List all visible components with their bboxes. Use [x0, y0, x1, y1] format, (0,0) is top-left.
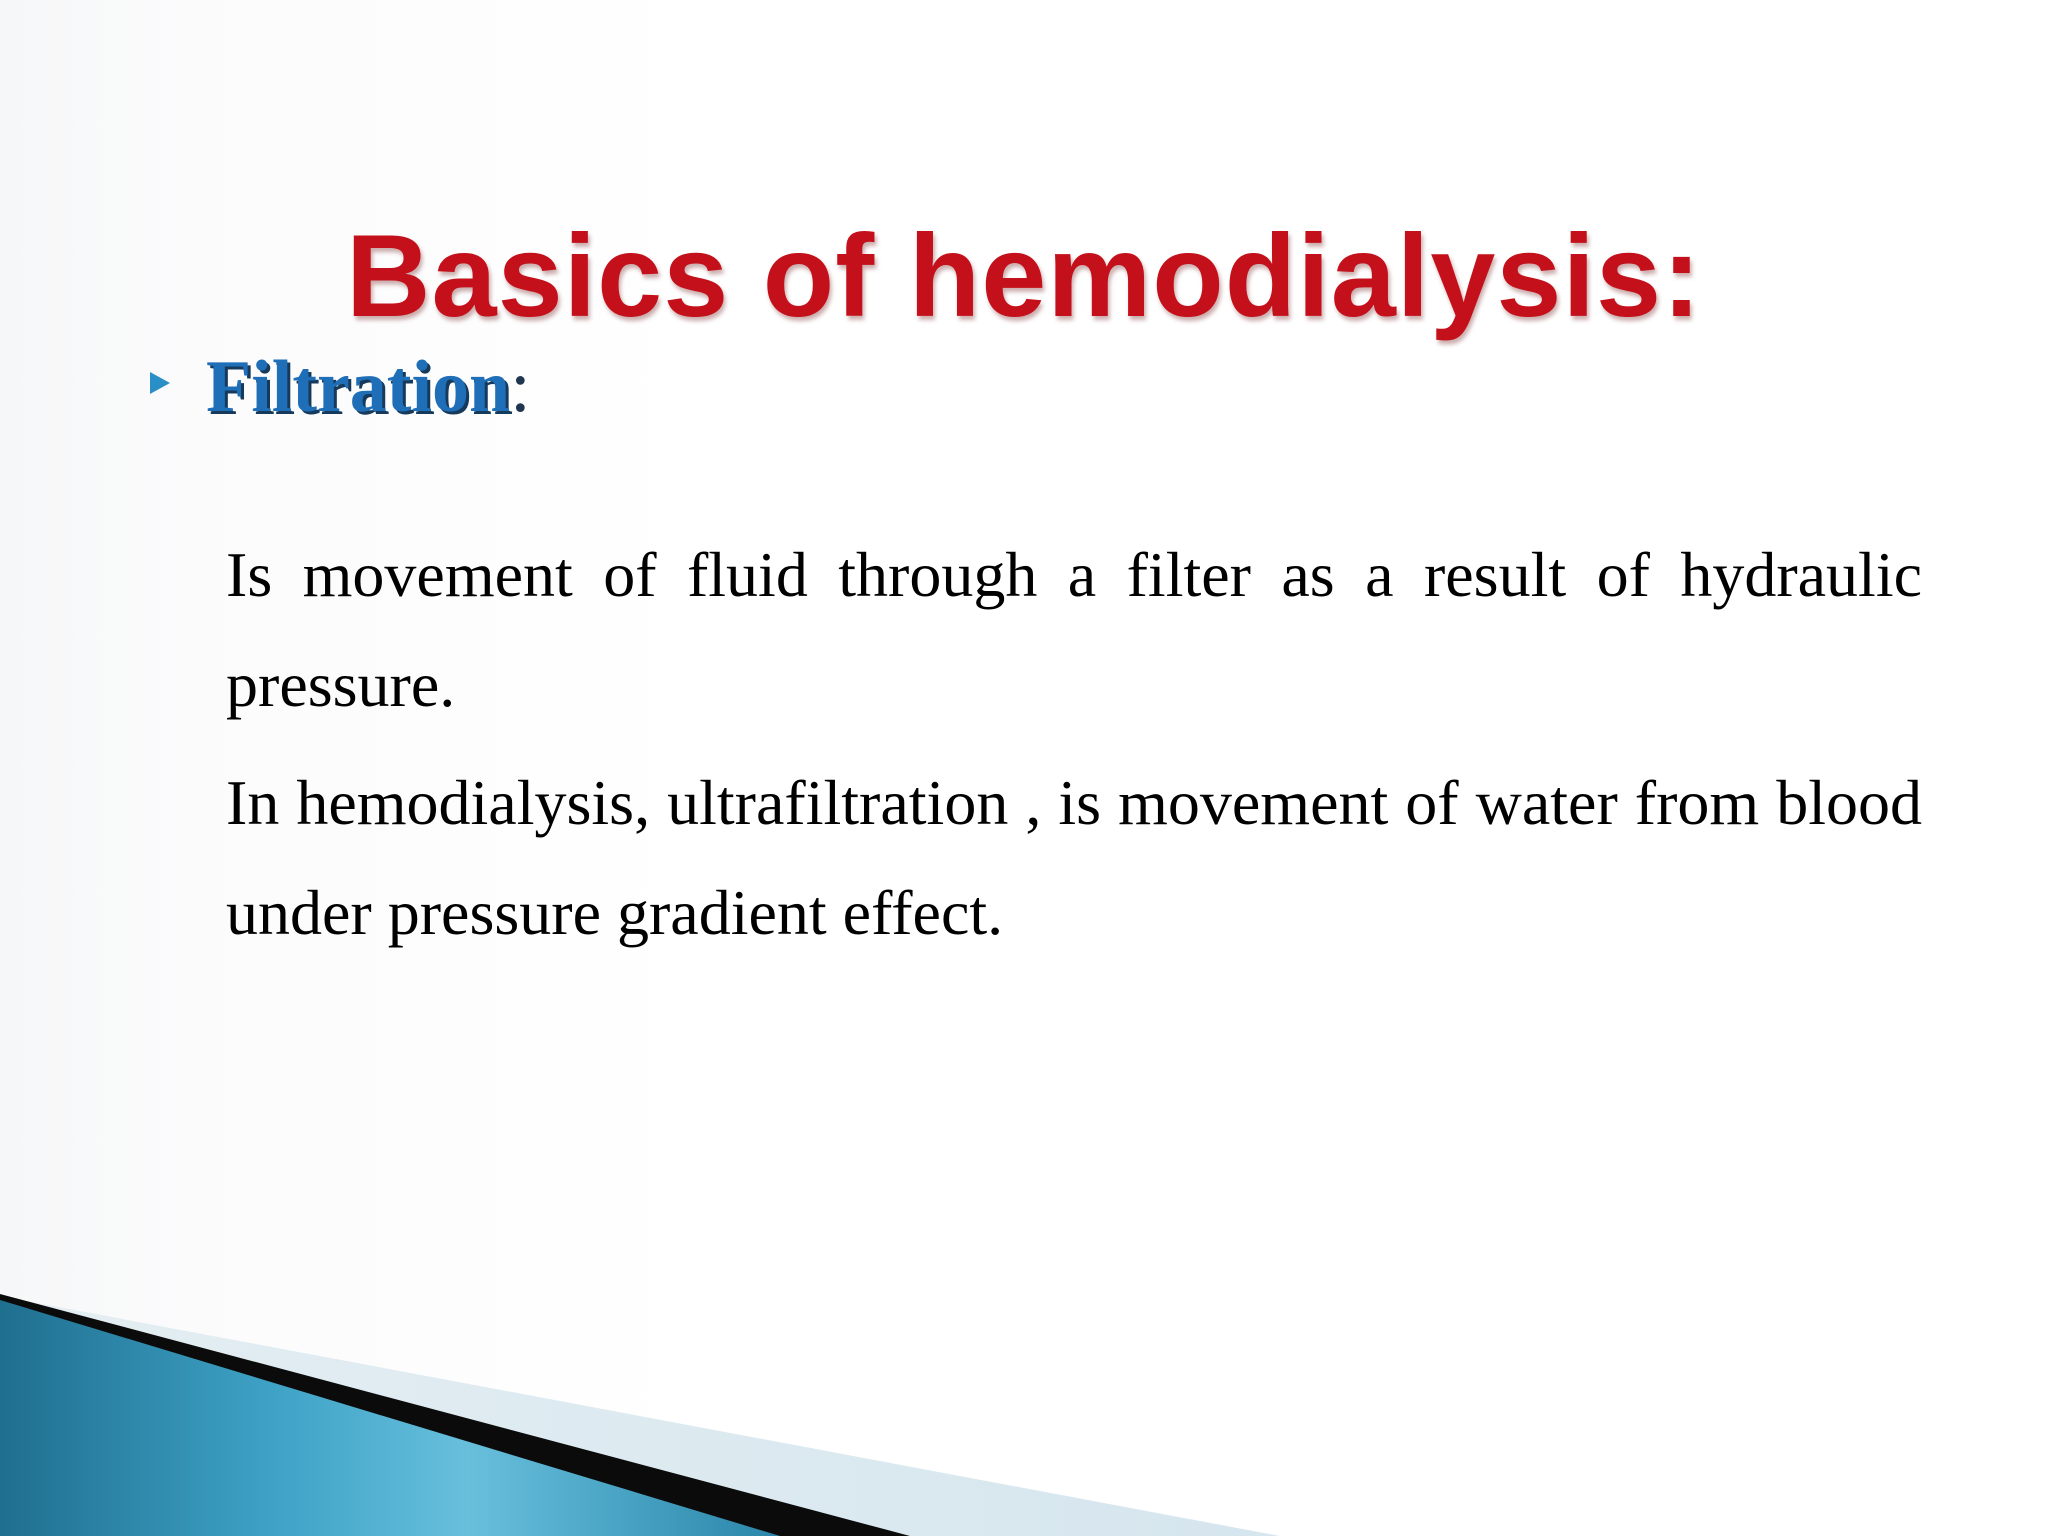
- bullet-colon: :: [510, 345, 531, 428]
- paragraph-hemodialysis: In hemodialysis, ultrafiltration , is movement of water from blood under pressure gradient effect.: [226, 767, 1922, 948]
- slide-title: Basics of hemodialysis:: [346, 210, 1702, 342]
- bullet-heading: Filtration: [206, 345, 511, 428]
- paragraph-definition: Is movement of fluid through a filter as a result of hydraulic pressure.: [226, 539, 1922, 720]
